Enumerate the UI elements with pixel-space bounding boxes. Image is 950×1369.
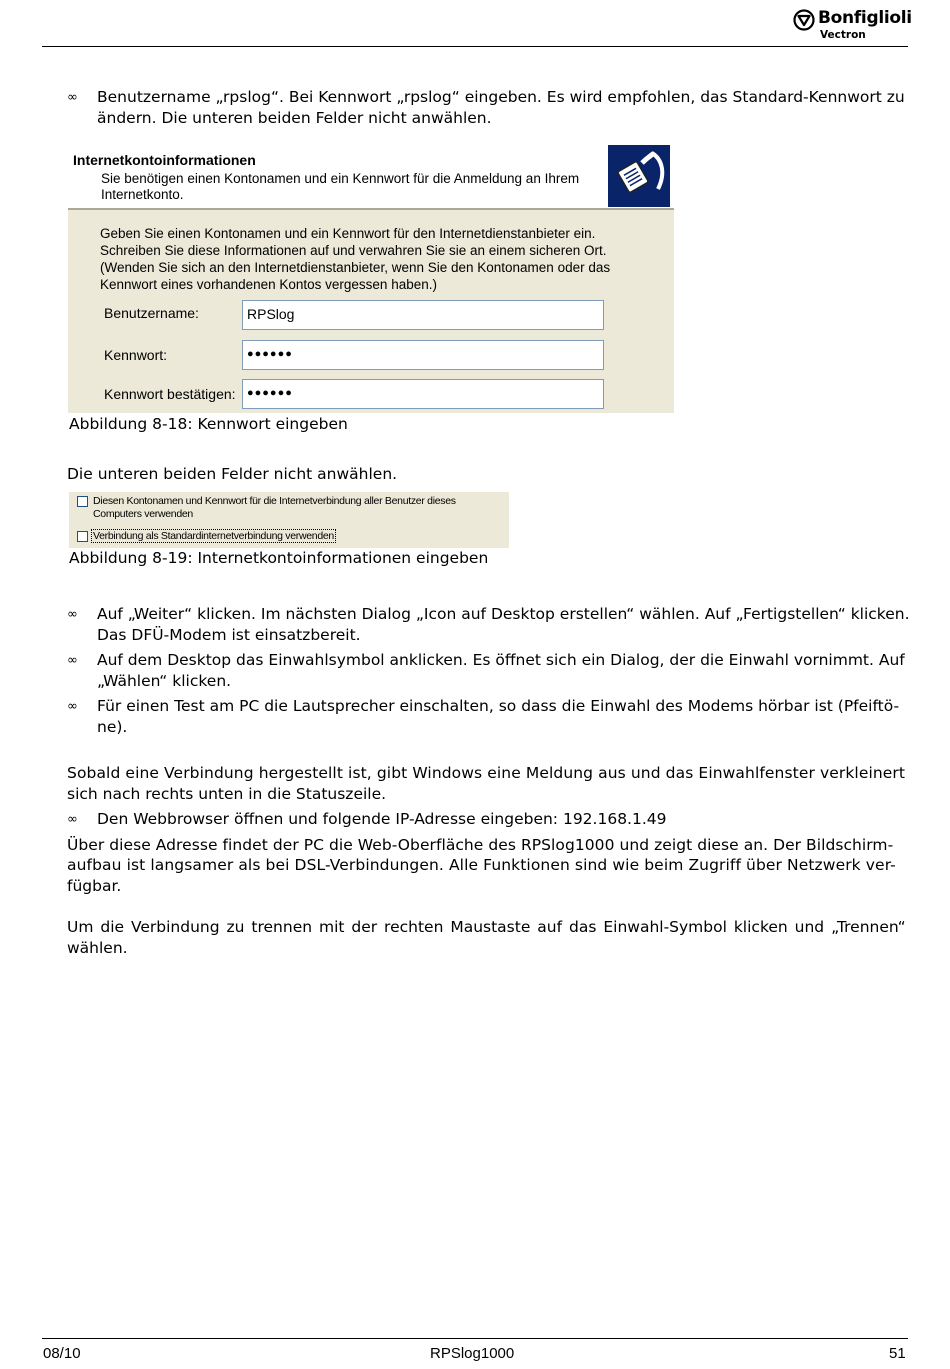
bullet-3-line-1: Für einen Test am PC die Lautsprecher einschalten, so dass die Einwahl des Modems hörbar ist (Pfeiftö- — [97, 697, 900, 715]
paragraph-sobald-line-2: sich nach rechts unten in die Statuszeile. — [67, 785, 387, 803]
intro-line-2: ändern. Die unteren beiden Felder nicht anwählen. — [97, 109, 492, 127]
header-logo — [793, 8, 913, 44]
footer-rule — [42, 1338, 908, 1339]
paragraph-trennen-line-2: wählen. — [67, 939, 128, 957]
header-rule — [42, 46, 908, 47]
caption-figure-8-19: Abbildung 8-19: Internetkontoinformationen eingeben — [69, 549, 489, 567]
all-users-checkbox-label-1: Diesen Kontonamen und Kennwort für die Internetverbindung aller Benutzer dieses — [93, 495, 456, 507]
all-users-checkbox-label-2: Computers verwenden — [93, 508, 193, 520]
bullet-symbol: ∞ — [67, 90, 78, 105]
dialog-description-line-2: Schreiben Sie diese Informationen auf und verwahren Sie sie an einem sicheren Ort. — [100, 243, 607, 258]
intro-line-1: Benutzername „rpslog“. Bei Kennwort „rpslog“ eingeben. Es wird empfohlen, das Standard-Kennwort zu — [97, 88, 905, 106]
password-label: Kennwort: — [104, 347, 168, 363]
account-info-dialog — [68, 144, 674, 413]
bullet-2-line-1: Auf dem Desktop das Einwahlsymbol anklicken. Es öffnet sich ein Dialog, der die Einwahl vornimmt. Auf — [97, 651, 905, 669]
paragraph-ueber-line-1: Über diese Adresse findet der PC die Web-Oberfläche des RPSlog1000 und zeigt diese an. Der Bildschirm- — [67, 836, 894, 854]
confirm-password-label: Kennwort bestätigen: — [104, 386, 236, 402]
default-connection-checkbox[interactable] — [77, 531, 88, 542]
brand-name: Bonfiglioli — [818, 8, 912, 28]
bullet-symbol: ∞ — [67, 607, 78, 622]
bullet-symbol: ∞ — [67, 653, 78, 668]
paragraph-trennen-line-1: Um die Verbindung zu trennen mit der rechten Maustaste auf das Einwahl-Symbol klicken und „Trennen“ — [67, 918, 906, 936]
dialog-description-line-4: Kennwort eines vorhandenen Kontos vergessen haben.) — [100, 277, 437, 292]
bullet-3-line-2: ne). — [97, 718, 128, 736]
bullet-symbol: ∞ — [67, 812, 78, 827]
username-field[interactable]: RPSlog — [242, 300, 604, 330]
bullet-1-line-1: Auf „Weiter“ klicken. Im nächsten Dialog „Icon auf Desktop erstellen“ wählen. Auf „Fertigstellen“ klicken. — [97, 605, 910, 623]
caption-figure-8-18: Abbildung 8-18: Kennwort eingeben — [69, 415, 348, 433]
checkbox-panel — [69, 492, 509, 548]
bullet-2-line-2: „Wählen“ klicken. — [97, 672, 232, 690]
dialog-header-divider — [68, 208, 674, 210]
paragraph-sobald-line-1: Sobald eine Verbindung hergestellt ist, gibt Windows eine Meldung aus und das Einwahlfenster verkleinert — [67, 764, 906, 782]
footer-date: 08/10 — [43, 1345, 81, 1362]
username-label: Benutzername: — [104, 305, 199, 321]
dialog-description-line-3: (Wenden Sie sich an den Internetdienstanbieter, wenn Sie den Kontonamen oder das — [100, 260, 611, 275]
bullet-1-line-2: Das DFÜ-Modem ist einsatzbereit. — [97, 626, 361, 644]
network-cable-icon — [608, 145, 670, 207]
paragraph-ueber-line-2: aufbau ist langsamer als bei DSL-Verbindungen. Alle Funktionen sind wie beim Zugriff über Netzwerk ver- — [67, 856, 896, 874]
paragraph-ueber-line-3: fügbar. — [67, 877, 122, 895]
footer-product: RPSlog1000 — [430, 1345, 515, 1362]
default-connection-checkbox-label: Verbindung als Standardinternetverbindung verwenden — [93, 530, 334, 542]
footer-page-number: 51 — [889, 1345, 906, 1362]
paragraph-fields-note: Die unteren beiden Felder nicht anwählen. — [67, 465, 398, 483]
all-users-checkbox[interactable] — [77, 496, 88, 507]
confirm-password-field[interactable]: ●●●●●● — [242, 379, 604, 409]
sub-brand-name: Vectron — [820, 29, 866, 41]
dialog-description-line-1: Geben Sie einen Kontonamen und ein Kennwort für den Internetdienstanbieter ein. — [100, 226, 596, 241]
bullet-browser: Den Webbrowser öffnen und folgende IP-Adresse eingeben: 192.168.1.49 — [97, 810, 667, 828]
password-field[interactable]: ●●●●●● — [242, 340, 604, 370]
dialog-subtitle-line-2: Internetkonto. — [101, 187, 184, 202]
bullet-symbol: ∞ — [67, 699, 78, 714]
dialog-title: Internetkontoinformationen — [73, 152, 256, 168]
bonfiglioli-logo-icon — [793, 9, 815, 31]
dialog-subtitle-line-1: Sie benötigen einen Kontonamen und ein Kennwort für die Anmeldung an Ihrem — [101, 171, 580, 186]
